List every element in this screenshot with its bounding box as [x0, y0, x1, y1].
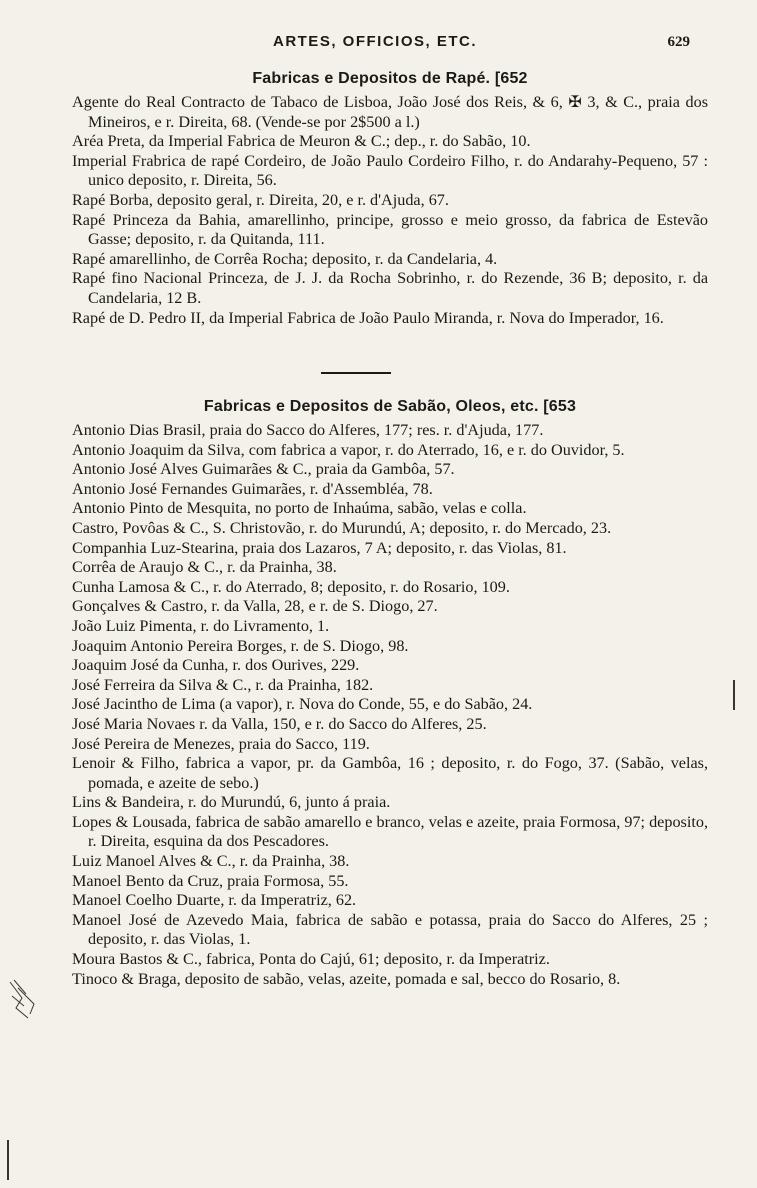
- list-item: Antonio Pinto de Mesquita, no porto de Inhaúma, sabão, velas e colla.: [72, 499, 527, 518]
- list-item: Rapé amarellinho, de Corrêa Rocha; deposito, r. da Candelaria, 4.: [72, 249, 498, 268]
- list-item: Lopes & Lousada, fabrica de sabão amarello e branco, velas e azeite, praia Formosa, 97; deposito, r. Direita, esquina da dos Pescadores.: [72, 812, 708, 851]
- margin-rule-icon: [730, 680, 738, 710]
- margin-specks-icon: [8, 978, 48, 1028]
- section-heading: Fabricas e Depositos de Sabão, Oleos, etc. [653: [203, 398, 577, 415]
- list-item: Agente do Real Contracto de Tabaco de Lisboa, João José dos Reis, & 6, ✠ 3, & C., praia dos Mineiros, e r. Direita, 68. (Vende-se por 2$500 a l.): [72, 93, 708, 131]
- list-item: Rapé Borba, deposito geral, r. Direita, 20, e r. d'Ajuda, 67.: [72, 190, 449, 209]
- running-title: ARTES, OFFICIOS, ETC.: [272, 33, 477, 50]
- list-item: José Pereira de Menezes, praia do Sacco, 119.: [72, 734, 370, 753]
- list-item: Antonio José Alves Guimarães & C., praia da Gambôa, 57.: [72, 460, 455, 479]
- list-item: José Jacintho de Lima (a vapor), r. Nova do Conde, 55, e do Sabão, 24.: [72, 695, 533, 714]
- list-item: Antonio Joaquim da Silva, com fabrica a vapor, r. do Aterrado, 16, e r. do Ouvidor, 5.: [72, 440, 625, 459]
- section-divider: [321, 372, 391, 374]
- page-header: [60, 33, 690, 57]
- list-item: Luiz Manoel Alves & C., r. da Prainha, 38.: [72, 852, 350, 871]
- list-item: Companhia Luz-Stearina, praia dos Lazaros, 7 A; deposito, r. das Violas, 81.: [72, 538, 567, 557]
- list-item: Corrêa de Araujo & C., r. da Prainha, 38.: [72, 558, 337, 577]
- entry-list: [72, 93, 708, 328]
- list-item: Manoel Bento da Cruz, praia Formosa, 55.: [72, 871, 349, 890]
- entry-list: [72, 421, 708, 989]
- list-item: Antonio Dias Brasil, praia do Sacco do Alferes, 177; res. r. d'Ajuda, 177.: [72, 421, 544, 439]
- list-item: Manoel José de Azevedo Maia, fabrica de sabão e potassa, praia do Sacco do Alferes, 25 ; deposito, r. das Violas, 1.: [72, 910, 708, 949]
- list-item: Cunha Lamosa & C., r. do Aterrado, 8; deposito, r. do Rosario, 109.: [72, 577, 510, 596]
- list-item: Lins & Bandeira, r. do Murundú, 6, junto á praia.: [72, 793, 391, 812]
- list-item: Antonio José Fernandes Guimarães, r. d'Assembléa, 78.: [72, 479, 433, 498]
- list-item: Joaquim José da Cunha, r. dos Ourives, 229.: [72, 656, 360, 675]
- list-item: Rapé fino Nacional Princeza, de J. J. da Rocha Sobrinho, r. do Rezende, 36 B; deposito, r. da Candelaria, 12 B.: [72, 269, 708, 307]
- section-heading: Fabricas e Depositos de Rapé. [652: [252, 70, 528, 87]
- list-item: Castro, Povôas & C., S. Christovão, r. do Murundú, A; deposito, r. do Mercado, 23.: [72, 518, 612, 537]
- list-item: Gonçalves & Castro, r. da Valla, 28, e r. de S. Diogo, 27.: [72, 597, 438, 616]
- list-item: Rapé Princeza da Bahia, amarellinho, principe, grosso e meio grosso, da fabrica de Estevão Gasse; deposito, r. da Quitanda, 111.: [72, 210, 708, 249]
- section-sabao: [72, 398, 708, 989]
- list-item: Aréa Preta, da Imperial Fabrica de Meuron & C.; dep., r. do Sabão, 10.: [72, 132, 531, 151]
- list-item: José Maria Novaes r. da Valla, 150, e r. do Sacco do Alferes, 25.: [72, 714, 487, 733]
- list-item: Imperial Frabrica de rapé Cordeiro, de João Paulo Cordeiro Filho, r. do Andarahy-Pequeno, 57 : unico deposito, r. Direita, 56.: [72, 151, 708, 190]
- list-item: Tinoco & Braga, deposito de sabão, velas, azeite, pomada e sal, becco do Rosario, 8.: [72, 969, 621, 988]
- margin-rule-icon: [5, 1140, 11, 1180]
- section-rape: [72, 70, 708, 328]
- list-item: Joaquim Antonio Pereira Borges, r. de S. Diogo, 98.: [72, 636, 409, 655]
- list-item: Lenoir & Filho, fabrica a vapor, pr. da Gambôa, 16 ; deposito, r. do Fogo, 37. (Sabão, velas, pomada, e azeite de sebo.): [72, 754, 708, 792]
- list-item: Moura Bastos & C., fabrica, Ponta do Cajú, 61; deposito, r. da Imperatriz.: [72, 950, 550, 969]
- list-item: João Luiz Pimenta, r. do Livramento, 1.: [72, 616, 330, 635]
- list-item: Rapé de D. Pedro II, da Imperial Fabrica de João Paulo Miranda, r. Nova do Imperador, 16.: [72, 308, 664, 327]
- list-item: José Ferreira da Silva & C., r. da Prainha, 182.: [72, 675, 374, 694]
- page-number: 629: [667, 34, 690, 50]
- list-item: Manoel Coelho Duarte, r. da Imperatriz, 62.: [72, 891, 357, 910]
